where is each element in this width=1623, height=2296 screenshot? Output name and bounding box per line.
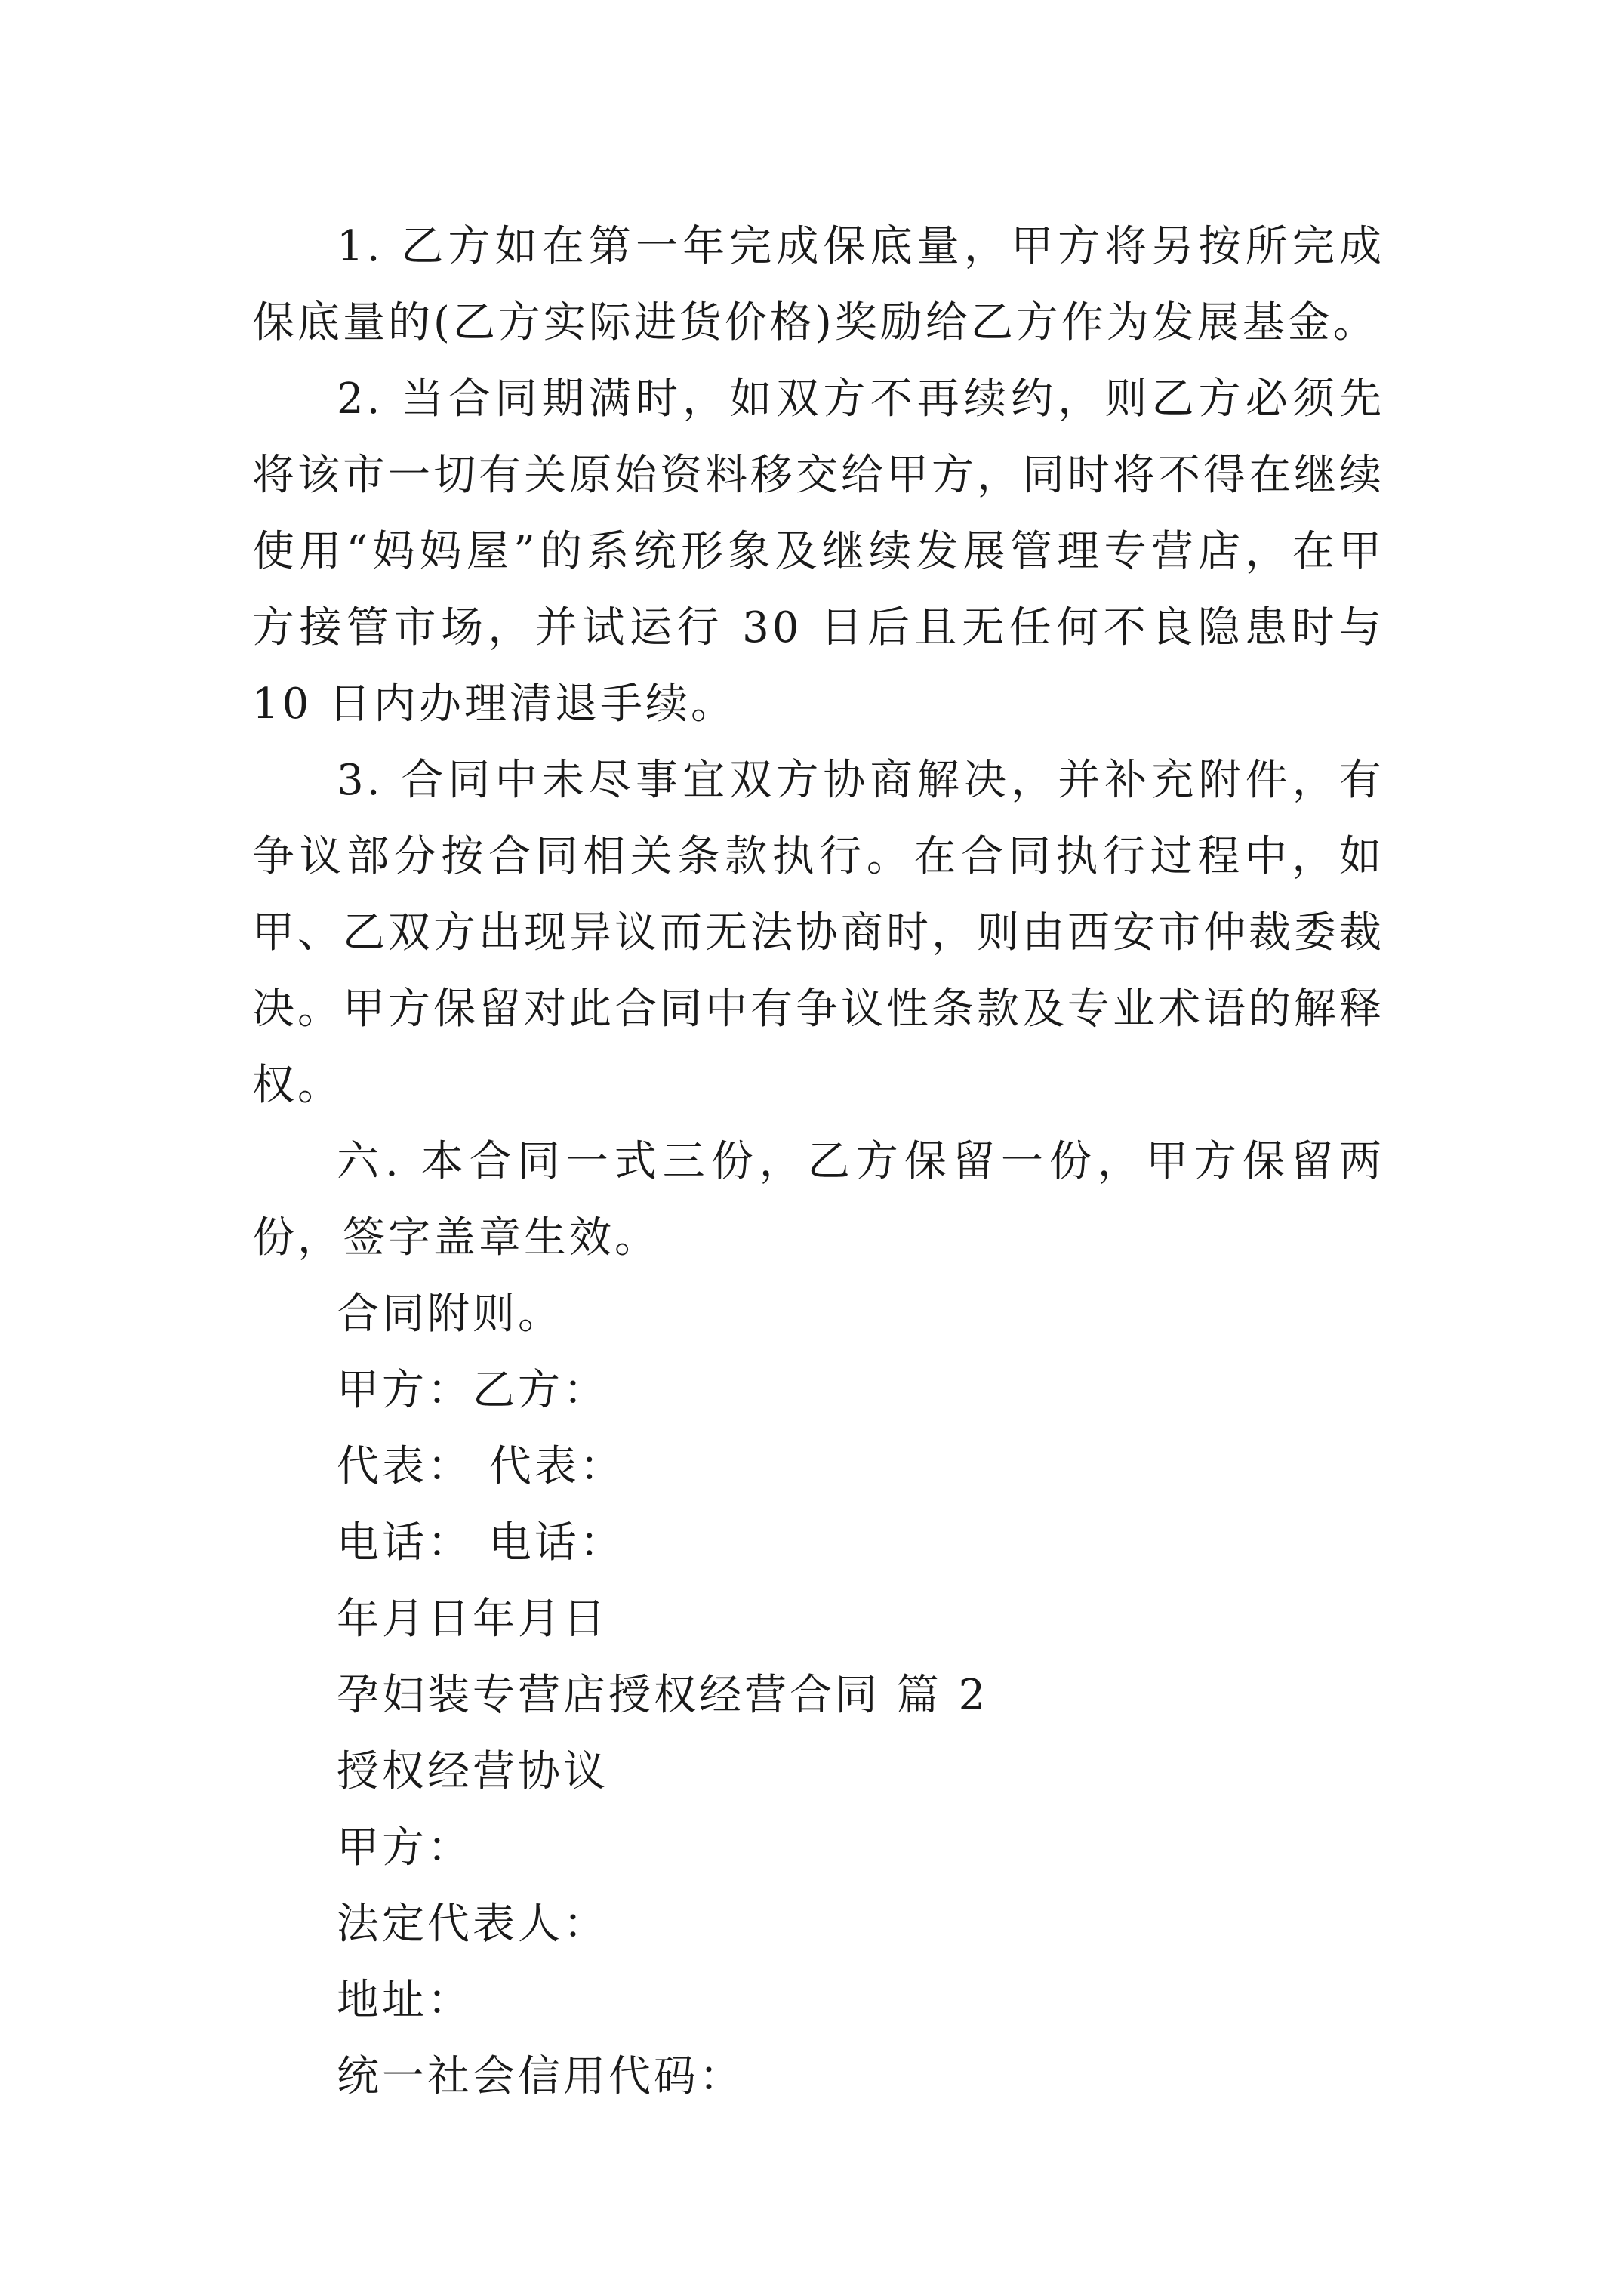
clause-3-paragraph: 3. 合同中未尽事宜双方协商解决，并补充附件，有争议部分按合同相关条款执行。在合同执行过程中，如甲、乙双方出现异议而无法协商时，则由西安市仲裁委裁决。甲方保留对此合同中有争议性条款及专业术语的解释权。: [252, 756, 1384, 1110]
clause-1-paragraph: 1. 乙方如在第一年完成保底量，甲方将另按所完成保底量的(乙方实际进货价格)奖励给乙方作为发展基金。: [252, 222, 1384, 347]
appendix-heading: 合同附则。: [337, 1290, 563, 1339]
address-field: 地址：: [337, 1976, 473, 2025]
party-a-field: 甲方：: [337, 1823, 473, 1872]
party-line: 甲方：乙方：: [337, 1366, 608, 1415]
agreement-title: 授权经营协议: [337, 1747, 608, 1796]
clause-2-paragraph: 2. 当合同期满时，如双方不再续约，则乙方必须先将该市一切有关原始资料移交给甲方，同时将不得在继续使用“妈妈屋”的系统形象及继续发展管理专营店，在甲方接管市场，并试运行 30 日后且无任何不良隐患时与 10 日内办理清退手续。: [252, 374, 1384, 729]
section-title: 孕妇装专营店授权经营合同 篇 2: [337, 1671, 989, 1720]
legal-representative-field: 法定代表人：: [337, 1900, 608, 1949]
credit-code-field: 统一社会信用代码：: [337, 2052, 744, 2101]
representative-line: 代表： 代表：: [337, 1442, 625, 1491]
document-body: [252, 208, 1384, 2115]
clause-6-paragraph: 六. 本合同一式三份，乙方保留一份，甲方保留两份，签字盖章生效。: [252, 1137, 1384, 1262]
phone-line: 电话： 电话：: [337, 1518, 625, 1567]
date-line: 年月日年月日: [337, 1595, 608, 1644]
